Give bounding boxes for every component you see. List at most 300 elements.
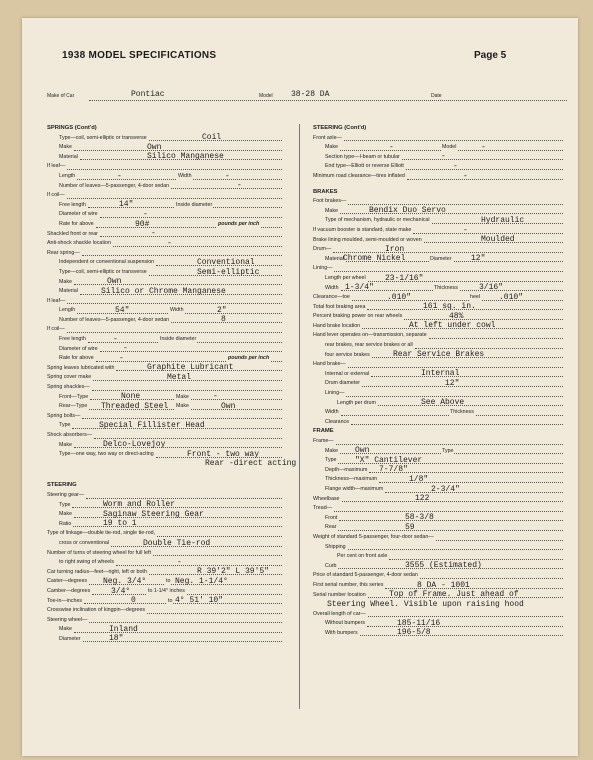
spec-label: Price of standard 5-passenger, 4-door sedan: [313, 572, 418, 579]
spec-value: Saginaw Steering Gear: [103, 509, 204, 519]
spec-label: FRAME: [313, 428, 334, 435]
left-column: [47, 124, 297, 644]
spec-value: 185-11/16: [397, 618, 441, 628]
spec-label: With bumpers: [325, 629, 358, 636]
spec-label: Front axle—: [313, 134, 342, 141]
spec-row: [47, 412, 282, 422]
spec-value: Moulded: [481, 235, 515, 245]
fill-in-rule: [153, 555, 282, 556]
spec-value: Silico Manganese: [147, 152, 224, 162]
spec-value-2: -: [481, 142, 486, 152]
spec-label: If leaf—: [47, 297, 66, 304]
spec-value: -: [151, 229, 156, 239]
spec-label: rear brakes, rear service brakes or all: [325, 342, 413, 349]
spec-row: [47, 459, 297, 470]
spec-value: 196-5/8: [397, 628, 431, 638]
spec-sublabel: Model: [441, 143, 457, 153]
spec-row: [313, 389, 563, 399]
spec-label: Minimum road clearance—tires inflated: [313, 172, 405, 179]
spec-value: -: [119, 353, 124, 363]
spec-value: -: [463, 171, 468, 181]
spec-label: Camber—degrees: [47, 587, 91, 594]
section-heading: [313, 124, 563, 134]
spec-label: cross or conventional: [59, 539, 110, 546]
spec-label: Front—Type: [59, 393, 89, 400]
spec-label: If coil—: [47, 192, 65, 199]
section-heading: [47, 124, 282, 134]
spec-value-2: -: [225, 171, 230, 181]
fill-in-rule: [82, 255, 282, 256]
spec-label: Length: [59, 172, 76, 179]
spec-label: Number of turns of steering wheel for full left: [47, 549, 151, 556]
section-heading: [313, 427, 563, 437]
spec-value: See Above: [421, 398, 465, 408]
spec-label: Make: [325, 144, 338, 151]
spec-row: [47, 393, 282, 403]
spec-row: [47, 239, 282, 249]
spec-label: Make: [325, 207, 338, 214]
spec-label: Flange width—maximum: [325, 485, 384, 492]
spec-value: 3/4°: [111, 586, 131, 596]
spec-value: Inland: [109, 624, 138, 634]
spec-row: [313, 143, 563, 153]
spec-label: Hand brake location: [313, 322, 361, 329]
fill-in-rule: [147, 613, 282, 614]
spec-value: -: [177, 557, 182, 567]
spec-label: Type: [59, 501, 71, 508]
spec-row: [313, 236, 563, 246]
spec-label: Crosswise inclination of kingpin—degrees: [47, 607, 146, 614]
spec-row: [313, 610, 563, 620]
spec-label: Type—coil, semi-elliptic or transverse: [59, 134, 147, 141]
spec-row: [313, 370, 563, 380]
spec-label: Diameter of wire: [59, 211, 98, 218]
spec-value: Silico or Chrome Manganese: [101, 286, 226, 296]
spec-row: [313, 379, 563, 389]
spec-row: [313, 207, 563, 217]
spec-value: Rear Service Brakes: [393, 350, 485, 360]
spec-row: [313, 197, 563, 207]
spec-label: Weight of standard 5-passenger, four-door sedan—: [313, 533, 434, 540]
spec-value: 1-3/4": [345, 283, 374, 293]
fill-in-rule: [74, 632, 282, 633]
spec-value: 8 DA - 1001: [417, 580, 470, 590]
spec-value: 3555 (Estimated): [405, 561, 482, 571]
spec-row: [313, 216, 563, 226]
spec-label: Type of linkage—double tie-rod, single tie-rod,: [47, 530, 156, 537]
spec-value: 19 to 1: [103, 519, 137, 529]
spec-row: [47, 153, 282, 163]
spec-row: [313, 533, 563, 543]
spec-row: [47, 172, 282, 182]
spec-row: [47, 354, 282, 364]
spec-label: Material: [59, 153, 78, 160]
make-of-car-label: Make of Car: [47, 93, 75, 99]
fill-in-rule: [402, 159, 563, 160]
spec-label: four service brakes: [325, 351, 370, 358]
spec-label: Make: [59, 626, 72, 633]
spec-row: [47, 306, 282, 316]
spec-label: Make: [59, 511, 72, 518]
fill-in-rule: [333, 252, 563, 253]
spec-value: -: [237, 181, 242, 191]
spec-label: Diameter of wire: [59, 345, 98, 352]
fill-in-rule: [404, 319, 563, 320]
spec-label: Type—coil, semi-elliptic or transverse: [59, 268, 147, 275]
spec-row: [313, 495, 563, 505]
make-of-car-line: [47, 90, 567, 102]
spec-row: [313, 274, 563, 284]
make-of-car-value: Pontiac: [131, 90, 165, 99]
spec-row: [47, 383, 282, 393]
spec-label: Shackled front or rear: [47, 230, 98, 237]
spec-row: [313, 284, 563, 294]
fill-in-rule: [385, 588, 563, 589]
fill-in-rule: [352, 300, 563, 301]
spec-label: End type—Elliott or reverse Elliott: [325, 163, 404, 170]
spec-value: 12": [445, 379, 460, 389]
spec-row: [313, 504, 563, 514]
spec-sublabel: Width: [169, 306, 185, 316]
fill-in-rule: [67, 169, 282, 170]
spec-value: -: [123, 344, 128, 354]
spec-label: Steering gear—: [47, 491, 85, 498]
spec-row: [47, 606, 282, 616]
spec-row: [47, 568, 282, 578]
spec-value: None: [121, 392, 141, 402]
spec-row: [47, 162, 282, 172]
spec-row: [47, 441, 282, 451]
spec-value: 90#: [135, 219, 150, 229]
spec-row: [313, 552, 563, 562]
spec-row: [47, 549, 282, 559]
fill-in-rule: [385, 492, 563, 493]
spec-row: [47, 268, 282, 278]
spec-label: Type: [59, 422, 71, 429]
spec-label: Wheelbase: [313, 495, 340, 502]
spec-row: [47, 249, 282, 259]
spec-label: Shipping: [325, 543, 346, 550]
spec-sublabel: to: [167, 597, 173, 607]
page-title: 1938 MODEL SPECIFICATIONS: [62, 50, 217, 61]
spec-value: Iron: [385, 244, 405, 254]
spec-row: [313, 466, 563, 476]
spec-row: [47, 325, 282, 335]
spec-label: Drum diameter: [325, 380, 361, 387]
spec-value-2: 3/16": [479, 283, 504, 293]
fill-in-rule: [67, 303, 282, 304]
spec-row: [47, 201, 282, 211]
spec-value: "X" Cantilever: [355, 455, 423, 465]
spec-row: [47, 345, 282, 355]
fill-in-rule: [336, 444, 563, 445]
spec-value: 54": [115, 305, 130, 315]
column-divider: [299, 124, 300, 709]
spec-value: Conventional: [197, 257, 255, 267]
spec-row: [47, 182, 282, 192]
spec-value: 0: [131, 596, 136, 606]
spec-row: [47, 297, 282, 307]
spec-label: Rear: [325, 524, 337, 531]
spec-value: -: [463, 225, 468, 235]
spec-value: 8: [221, 315, 226, 325]
fill-in-rule: [413, 233, 563, 234]
spec-value: .010": [387, 292, 412, 302]
spec-label: BRAKES: [313, 188, 338, 195]
spec-value: Bendix Duo Servo: [369, 206, 446, 216]
spec-label: Brake lining moulded, semi-moulded or woven: [313, 236, 422, 243]
spec-row: [47, 587, 282, 597]
spec-value: Own: [147, 142, 162, 152]
spec-label: If coil—: [47, 326, 65, 333]
spec-row: [313, 360, 563, 370]
spec-row: [313, 581, 563, 591]
spec-label: Type: [325, 457, 337, 464]
spec-row: [313, 591, 563, 601]
spec-label: Spring leaves lubricated with: [47, 364, 115, 371]
spec-value: -: [441, 152, 446, 162]
fill-in-rule: [371, 376, 563, 377]
model-value: 38-28 DA: [291, 90, 330, 99]
spec-label: Clearance—toe: [313, 294, 350, 301]
fill-in-rule: [100, 217, 282, 218]
spec-label: Make: [59, 144, 72, 151]
spec-value-2: -: [213, 392, 218, 402]
spec-value-2: 12": [471, 254, 486, 264]
spec-row: [47, 210, 282, 220]
spec-row: [313, 264, 563, 274]
spec-label: Drum—: [313, 246, 332, 253]
fill-in-rule: [74, 150, 282, 151]
spec-row: [47, 577, 282, 587]
fill-in-rule: [67, 198, 282, 199]
spec-label: Spring shackles—: [47, 384, 90, 391]
spec-row: [313, 153, 563, 163]
spec-label: Toe-in—inches: [47, 597, 83, 604]
spec-row: [313, 134, 563, 144]
fill-in-rule: [346, 396, 563, 397]
fill-in-rule: [348, 549, 563, 550]
spec-row: [313, 629, 563, 639]
spec-label: Length per drum: [337, 399, 376, 406]
spec-value: Own: [107, 277, 122, 287]
spec-value: 18": [109, 634, 124, 644]
fill-in-rule: [406, 169, 563, 170]
spec-value-2: Neg. 1-1/4°: [175, 576, 228, 586]
spec-row: [47, 402, 282, 412]
spec-value: 58-3/8: [405, 513, 434, 523]
spec-row: [47, 278, 282, 288]
fill-in-rule: [171, 322, 282, 323]
spec-label: Serial number location: [313, 591, 366, 598]
spec-value: Double Tie-rod: [143, 538, 211, 548]
fill-in-rule: [389, 559, 563, 560]
model-label: Model: [259, 93, 273, 99]
spec-sublabel: Width: [177, 172, 193, 182]
spec-value: Own: [355, 446, 370, 456]
spec-sublabel: Make: [175, 393, 190, 403]
spec-row: [313, 255, 563, 265]
spec-row: [313, 226, 563, 236]
spec-sublabel: heel: [469, 293, 481, 303]
spec-value: -: [113, 334, 118, 344]
spec-row: [313, 456, 563, 466]
spec-label: Free length: [59, 201, 86, 208]
spec-row: [313, 303, 563, 313]
spec-row: [47, 335, 282, 345]
fill-in-rule: [339, 520, 563, 521]
fill-in-rule: [338, 530, 563, 531]
spec-value: 161 sq. in.: [423, 302, 476, 312]
spec-label: SPRINGS (Cont'd): [47, 125, 97, 131]
spec-row: [47, 316, 282, 326]
spec-label: Caster—degrees: [47, 578, 88, 585]
spec-label: Hand lever operates on—transmission, separate: [313, 332, 427, 339]
spec-row: [47, 510, 282, 520]
spec-row: [313, 485, 563, 495]
fill-in-rule: [351, 424, 563, 425]
spec-row: [47, 635, 282, 645]
spec-value: 1/8": [409, 474, 429, 484]
spec-row: [47, 287, 282, 297]
spec-row: [47, 143, 282, 153]
spec-label: Thickness—maximum: [325, 476, 378, 483]
fill-in-rule: [360, 635, 563, 636]
fill-in-rule: [86, 498, 282, 499]
spec-row: [313, 418, 563, 428]
spec-row: [47, 230, 282, 240]
spec-row: [313, 571, 563, 581]
spec-label: Rate for above: [59, 355, 94, 362]
spec-value: Worm and Roller: [103, 500, 176, 510]
spec-label: STEERING (Cont'd): [313, 125, 367, 131]
spec-value: Hydraulic: [481, 215, 525, 225]
spec-row: [47, 134, 282, 144]
spec-label: STEERING: [47, 482, 77, 489]
spec-row: [47, 258, 282, 268]
spec-sublabel: Make: [175, 402, 190, 412]
fill-in-rule: [407, 179, 563, 180]
section-heading: [313, 188, 563, 198]
spec-label: Rear spring—: [47, 249, 80, 256]
spec-label: Width: [325, 409, 339, 416]
spec-row: [313, 475, 563, 485]
spec-label: Spring cover make: [47, 374, 92, 381]
spec-value: -: [167, 238, 172, 248]
spec-label: Rear—Type: [59, 403, 88, 410]
spec-row: [313, 341, 563, 351]
spec-sublabel: pounds per inch: [217, 220, 260, 230]
spec-label: Make: [59, 441, 72, 448]
spec-label: Lining—: [313, 265, 333, 272]
fill-in-rule: [334, 271, 563, 272]
fill-in-rule: [171, 188, 282, 189]
spec-value: 14": [119, 200, 134, 210]
spec-value: 122: [415, 494, 430, 504]
spec-row: [313, 437, 563, 447]
spec-row: [313, 322, 563, 332]
spec-row: [47, 421, 282, 431]
spec-sublabel: Type: [441, 447, 454, 457]
spec-label: Length per wheel: [325, 274, 366, 281]
spec-label: Anti-shock shackle location: [47, 240, 111, 247]
spec-row: [47, 364, 282, 374]
spec-value: Front - two way: [187, 449, 260, 459]
spec-label: Spring bolts—: [47, 412, 81, 419]
spec-row: [313, 514, 563, 524]
make-of-car-rule: [89, 100, 567, 101]
spec-row: [47, 529, 282, 539]
fill-in-rule: [74, 284, 282, 285]
fill-in-rule: [100, 236, 282, 237]
fill-in-rule: [368, 616, 563, 617]
spec-label: Hand brake—: [313, 361, 346, 368]
spec-value: 59: [405, 522, 415, 532]
fill-in-rule: [378, 405, 563, 406]
spec-value: Special Fillister Head: [99, 421, 205, 430]
spec-row: [313, 408, 563, 418]
fill-in-rule: [362, 386, 563, 387]
spec-row: [47, 191, 282, 201]
spec-row: [47, 520, 282, 530]
fill-in-rule: [429, 338, 563, 339]
spec-row: [313, 562, 563, 572]
spec-value: -: [117, 171, 122, 181]
spec-value: Steering Wheel. Visible upon raising hood: [327, 599, 524, 609]
fill-in-rule: [344, 140, 563, 141]
spec-sublabel: Inside diameter: [175, 201, 213, 211]
spec-label: Shock absorbers—: [47, 432, 93, 438]
spec-row: [47, 597, 282, 607]
spec-value: Semi-elliptic: [197, 267, 260, 277]
spec-label: Diameter: [59, 635, 81, 642]
spec-row: [313, 162, 563, 172]
fill-in-rule: [348, 204, 563, 205]
page-number: Page 5: [474, 50, 507, 61]
spec-label: Make: [325, 447, 338, 454]
section-heading: [47, 481, 282, 491]
spec-label: Rate for above: [59, 220, 94, 227]
spec-label: Depth—maximum: [325, 466, 368, 473]
spec-value: Delco-Lovejoy: [103, 440, 166, 450]
spec-label: Foot brakes—: [313, 198, 347, 205]
fill-in-rule: [116, 565, 282, 566]
spec-label: Number of leaves—5-passenger, 4-door sedan: [59, 316, 170, 323]
fill-in-rule: [89, 622, 282, 623]
spec-value-2: Own: [221, 401, 236, 411]
spec-value: 48%: [449, 311, 464, 321]
spec-label: If vacuum booster is standard, state make: [313, 226, 412, 233]
spec-label: First serial number, this series: [313, 581, 384, 588]
spec-row: [313, 619, 563, 629]
spec-value: Graphite Lubricant: [147, 363, 234, 373]
spec-label: Type of mechanism, hydraulic or mechanical: [325, 217, 430, 224]
spec-value: Internal: [421, 369, 460, 379]
spec-row: [47, 539, 282, 549]
spec-label: Lining—: [325, 390, 345, 397]
spec-value: 7-7/8": [379, 465, 408, 475]
spec-value: -: [453, 161, 458, 171]
spec-row: [313, 399, 563, 409]
spec-label: Total foot braking area: [313, 303, 366, 310]
spec-row: [313, 543, 563, 553]
spec-row: [313, 312, 563, 322]
spec-label: Material: [59, 288, 78, 295]
spec-row: [47, 491, 282, 501]
spec-row: [313, 600, 563, 610]
fill-in-rule: [415, 348, 563, 349]
fill-in-rule: [420, 578, 563, 579]
